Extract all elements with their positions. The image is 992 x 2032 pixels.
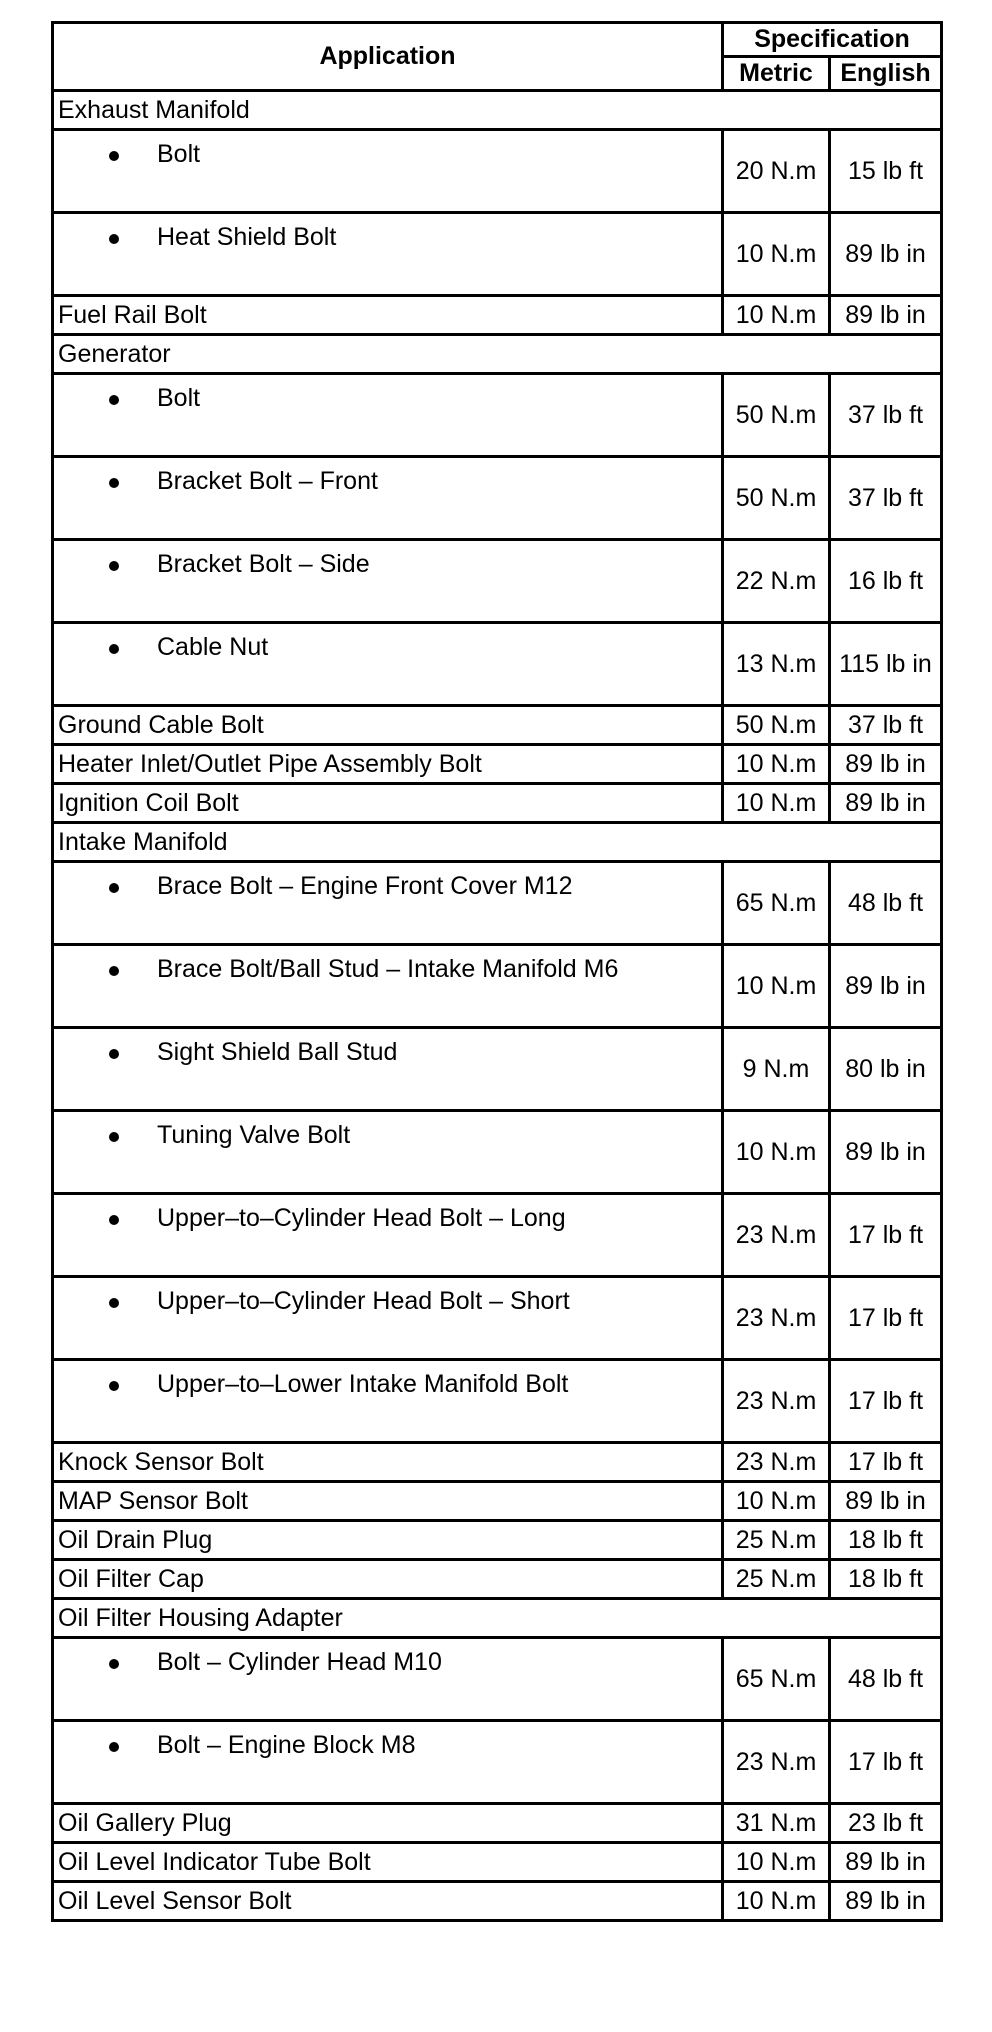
english-value: 17 lb ft [830, 1443, 942, 1482]
metric-value: 10 N.m [723, 1482, 830, 1521]
english-value: 37 lb ft [830, 374, 942, 457]
english-value: 48 lb ft [830, 1638, 942, 1721]
metric-header: Metric [723, 57, 830, 91]
english-value: 17 lb ft [830, 1277, 942, 1360]
sub-item-row [53, 945, 942, 1028]
metric-value: 10 N.m [723, 945, 830, 1028]
english-value: 37 lb ft [830, 457, 942, 540]
english-value: 37 lb ft [830, 706, 942, 745]
english-value: 89 lb in [830, 1482, 942, 1521]
item-label: Oil Drain Plug [53, 1521, 723, 1560]
sub-item-cell [53, 540, 723, 623]
metric-value: 20 N.m [723, 130, 830, 213]
bullet-icon [109, 478, 119, 488]
item-label: Oil Level Indicator Tube Bolt [53, 1843, 723, 1882]
metric-value: 10 N.m [723, 1843, 830, 1882]
bullet-icon [109, 1298, 119, 1308]
bullet-icon [109, 966, 119, 976]
metric-value: 10 N.m [723, 213, 830, 296]
sub-item-row [53, 1360, 942, 1443]
metric-value: 25 N.m [723, 1521, 830, 1560]
group-row [53, 1599, 942, 1638]
sub-item-label: Bolt – Engine Block M8 [157, 1731, 416, 1759]
item-label: Knock Sensor Bolt [53, 1443, 723, 1482]
metric-value: 23 N.m [723, 1443, 830, 1482]
english-value: 18 lb ft [830, 1521, 942, 1560]
metric-value: 50 N.m [723, 706, 830, 745]
metric-value: 23 N.m [723, 1277, 830, 1360]
metric-value: 65 N.m [723, 1638, 830, 1721]
bullet-icon [109, 561, 119, 571]
item-label: Oil Gallery Plug [53, 1804, 723, 1843]
sub-item-label: Bolt [157, 140, 201, 168]
item-row [53, 706, 942, 745]
sub-item-cell [53, 623, 723, 706]
sub-item-label: Bracket Bolt – Front [157, 467, 378, 495]
group-label: Oil Filter Housing Adapter [53, 1599, 942, 1638]
bullet-icon [109, 644, 119, 654]
specification-header: Specification [723, 23, 942, 57]
english-value: 17 lb ft [830, 1194, 942, 1277]
sub-item-row [53, 1638, 942, 1721]
english-value: 15 lb ft [830, 130, 942, 213]
english-value: 48 lb ft [830, 862, 942, 945]
sub-item-cell [53, 130, 723, 213]
sub-item-row [53, 1277, 942, 1360]
english-value: 89 lb in [830, 296, 942, 335]
metric-value: 31 N.m [723, 1804, 830, 1843]
english-value: 16 lb ft [830, 540, 942, 623]
sub-item-label: Heat Shield Bolt [157, 223, 337, 251]
item-label: Oil Level Sensor Bolt [53, 1882, 723, 1921]
sub-item-label: Upper–to–Cylinder Head Bolt – Long [157, 1204, 566, 1232]
item-row [53, 1560, 942, 1599]
english-value: 89 lb in [830, 1111, 942, 1194]
english-value: 89 lb in [830, 784, 942, 823]
sub-item-cell [53, 457, 723, 540]
item-label: Ground Cable Bolt [53, 706, 723, 745]
application-header: Application [53, 23, 723, 91]
english-header: English [830, 57, 942, 91]
sub-item-label: Bolt [157, 384, 201, 412]
english-value: 89 lb in [830, 1882, 942, 1921]
sub-item-row [53, 1721, 942, 1804]
sub-item-label: Brace Bolt/Ball Stud – Intake Manifold M6 [157, 955, 619, 983]
bullet-icon [109, 151, 119, 161]
sub-item-label: Bolt – Cylinder Head M10 [157, 1648, 442, 1676]
metric-value: 65 N.m [723, 862, 830, 945]
sub-item-row [53, 457, 942, 540]
metric-value: 23 N.m [723, 1721, 830, 1804]
item-label: Oil Filter Cap [53, 1560, 723, 1599]
bullet-icon [109, 1049, 119, 1059]
spec-table-grid [51, 21, 943, 1922]
bullet-icon [109, 395, 119, 405]
metric-value: 23 N.m [723, 1360, 830, 1443]
sub-item-row [53, 130, 942, 213]
item-row [53, 1443, 942, 1482]
sub-item-cell [53, 1721, 723, 1804]
item-row [53, 1804, 942, 1843]
metric-value: 10 N.m [723, 1111, 830, 1194]
sub-item-cell [53, 862, 723, 945]
sub-item-row [53, 1111, 942, 1194]
group-label: Intake Manifold [53, 823, 942, 862]
metric-value: 22 N.m [723, 540, 830, 623]
group-label: Generator [53, 335, 942, 374]
item-label: Heater Inlet/Outlet Pipe Assembly Bolt [53, 745, 723, 784]
bullet-icon [109, 1132, 119, 1142]
english-value: 23 lb ft [830, 1804, 942, 1843]
item-label: Fuel Rail Bolt [53, 296, 723, 335]
sub-item-cell [53, 1028, 723, 1111]
metric-value: 10 N.m [723, 745, 830, 784]
group-label: Exhaust Manifold [53, 91, 942, 130]
sub-item-label: Tuning Valve Bolt [157, 1121, 351, 1149]
sub-item-cell [53, 374, 723, 457]
sub-item-cell [53, 1277, 723, 1360]
sub-item-row [53, 213, 942, 296]
metric-value: 50 N.m [723, 457, 830, 540]
bullet-icon [109, 1381, 119, 1391]
item-row [53, 784, 942, 823]
item-label: MAP Sensor Bolt [53, 1482, 723, 1521]
sub-item-cell [53, 1111, 723, 1194]
english-value: 115 lb in [830, 623, 942, 706]
sub-item-row [53, 862, 942, 945]
sub-item-cell [53, 1360, 723, 1443]
spec-table-body [53, 91, 942, 1921]
item-row [53, 1482, 942, 1521]
english-value: 17 lb ft [830, 1721, 942, 1804]
english-value: 17 lb ft [830, 1360, 942, 1443]
sub-item-label: Cable Nut [157, 633, 269, 661]
english-value: 89 lb in [830, 745, 942, 784]
item-row [53, 1521, 942, 1560]
item-row [53, 1843, 942, 1882]
group-row [53, 823, 942, 862]
metric-value: 10 N.m [723, 784, 830, 823]
bullet-icon [109, 1215, 119, 1225]
metric-value: 10 N.m [723, 1882, 830, 1921]
sub-item-cell [53, 1638, 723, 1721]
english-value: 89 lb in [830, 1843, 942, 1882]
metric-value: 9 N.m [723, 1028, 830, 1111]
sub-item-row [53, 1194, 942, 1277]
sub-item-row [53, 374, 942, 457]
sub-item-row [53, 1028, 942, 1111]
bullet-icon [109, 234, 119, 244]
english-value: 18 lb ft [830, 1560, 942, 1599]
metric-value: 50 N.m [723, 374, 830, 457]
item-row [53, 745, 942, 784]
metric-value: 25 N.m [723, 1560, 830, 1599]
bullet-icon [109, 883, 119, 893]
sub-item-cell [53, 213, 723, 296]
item-label: Ignition Coil Bolt [53, 784, 723, 823]
english-value: 89 lb in [830, 945, 942, 1028]
metric-value: 23 N.m [723, 1194, 830, 1277]
english-value: 89 lb in [830, 213, 942, 296]
sub-item-label: Upper–to–Cylinder Head Bolt – Short [157, 1287, 570, 1315]
sub-item-row [53, 623, 942, 706]
sub-item-label: Upper–to–Lower Intake Manifold Bolt [157, 1370, 569, 1398]
bullet-icon [109, 1659, 119, 1669]
english-value: 80 lb in [830, 1028, 942, 1111]
bullet-icon [109, 1742, 119, 1752]
item-row [53, 1882, 942, 1921]
sub-item-label: Sight Shield Ball Stud [157, 1038, 398, 1066]
sub-item-label: Bracket Bolt – Side [157, 550, 370, 578]
sub-item-cell [53, 945, 723, 1028]
metric-value: 13 N.m [723, 623, 830, 706]
sub-item-label: Brace Bolt – Engine Front Cover M12 [157, 872, 573, 900]
sub-item-cell [53, 1194, 723, 1277]
group-row [53, 335, 942, 374]
group-row [53, 91, 942, 130]
metric-value: 10 N.m [723, 296, 830, 335]
torque-spec-table [51, 21, 940, 1922]
item-row [53, 296, 942, 335]
sub-item-row [53, 540, 942, 623]
